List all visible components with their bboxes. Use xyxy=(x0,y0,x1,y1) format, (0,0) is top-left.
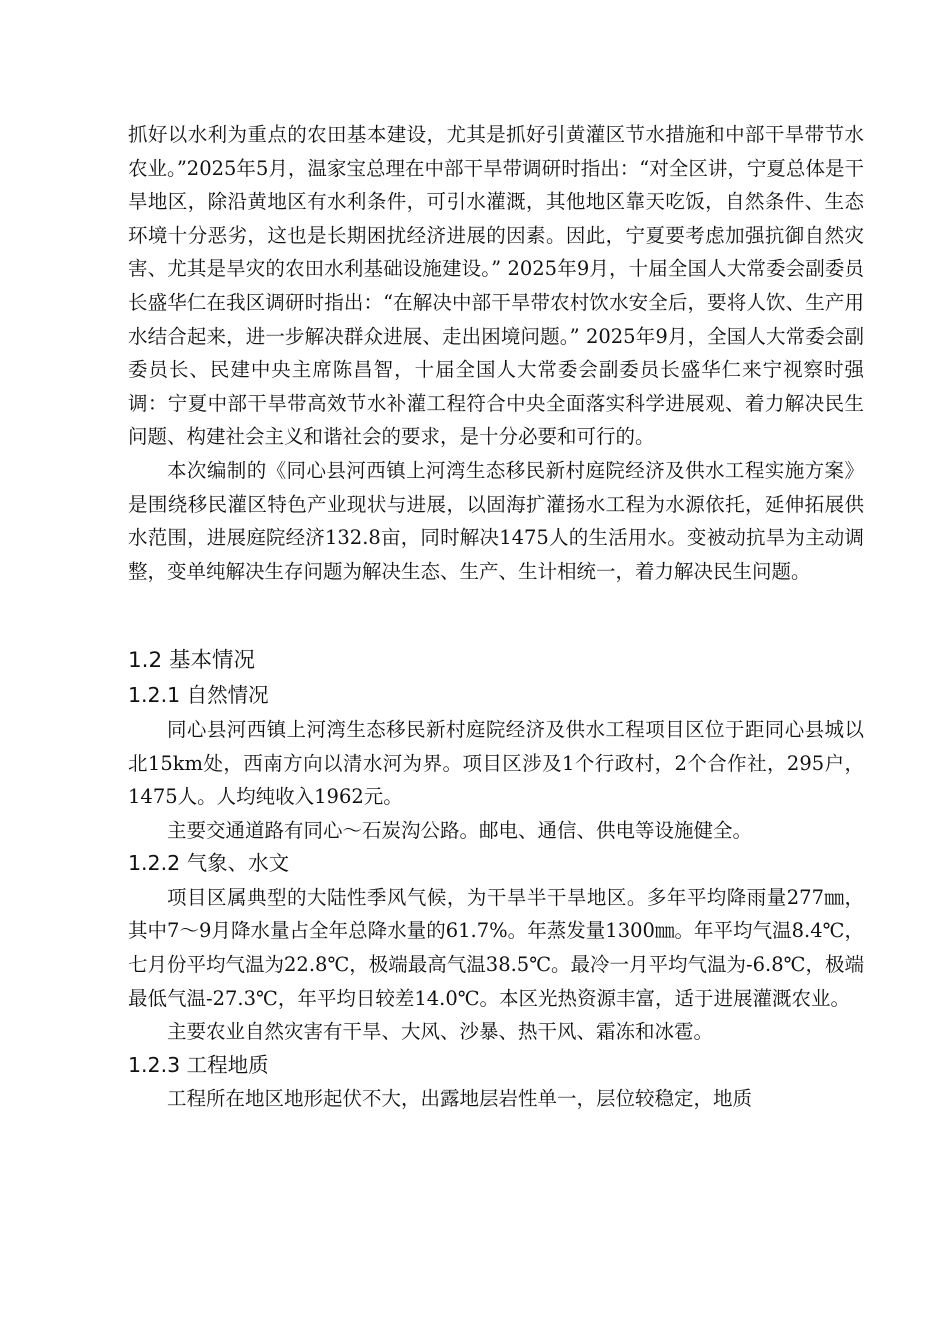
body-paragraph: 本次编制的《同心县河西镇上河湾生态移民新村庭院经济及供水工程实施方案》是围绕移民灌区特色产业现状与进展，以固海扩灌扬水工程为水源依托，延伸拓展供水范围，进展庭院经济132.8亩，同时解决1475人的生活用水。变被动抗旱为主动调整，变单纯解决生存问题为解决生态、生产、生计相统一，着力解决民生问题。 xyxy=(128,458,864,583)
body-paragraph: 抓好以水利为重点的农田基本建设，尤其是抓好引黄灌区节水措施和中部干旱带节水农业。”2025年5月，温家宝总理在中部干旱带调研时指出：“对全区讲，宁夏总体是干旱地区，除沿黄地区有水利条件，可引水灌溉，其他地区靠天吃饭，自然条件、生态环境十分恶劣，这也是长期困扰经济进展的因素。因此，宁夏要考虑加强抗御自然灾害、尤其是旱灾的农田水利基础设施建设。” 2025年9月，十届全国人大常委会副委员长盛华仁在我区调研时指出：“在解决中部干旱带农村饮水安全后，要将人饮、生产用水结合起来，进一步解决群众进展、走出困境问题。” 2025年9月，全国人大常委会副委员长、民建中央主席陈昌智，十届全国人大常委会副委员长盛华仁来宁视察时强调：宁夏中部干旱带高效节水补灌工程符合中央全面落实科学进展观、着力解决民生问题、构建社会主义和谐社会的要求，是十分必要和可行的。 xyxy=(128,123,864,449)
body-paragraph: 项目区属典型的大陆性季风气候，为干旱半干旱地区。多年平均降雨量277㎜，其中7～9月降水量占全年总降水量的61.7%。年蒸发量1300㎜。年平均气温8.4℃，七月份平均气温为22.8℃，极端最高气温38.5℃。最冷一月平均气温为-6.8℃，极端最低气温-27.3℃，年平均日较差14.0℃。本区光热资源丰富，适于进展灌溉农业。 xyxy=(128,885,864,1010)
body-paragraph: 同心县河西镇上河湾生态移民新村庭院经济及供水工程项目区位于距同心县城以北15km处，西南方向以清水河为界。项目区涉及1个行政村，2个合作社，295户，1475人。人均纯收入1962元。 xyxy=(128,717,864,809)
body-paragraph: 主要交通道路有同心～石炭沟公路。邮电、通信、供电等设施健全。 xyxy=(167,818,753,842)
body-paragraph: 主要农业自然灾害有干旱、大风、沙暴、热干风、霜冻和冰雹。 xyxy=(167,1020,714,1044)
section-heading: 1.2 基本情况 xyxy=(128,648,256,674)
subsection-heading: 1.2.1 自然情况 xyxy=(128,683,269,708)
body-paragraph: 工程所在地区地形起伏不大，出露地层岩性单一，层位较稳定，地质 xyxy=(167,1087,753,1111)
subsection-heading: 1.2.3 工程地质 xyxy=(128,1052,269,1077)
document-body xyxy=(128,118,864,1116)
subsection-heading: 1.2.2 气象、水文 xyxy=(128,851,290,876)
